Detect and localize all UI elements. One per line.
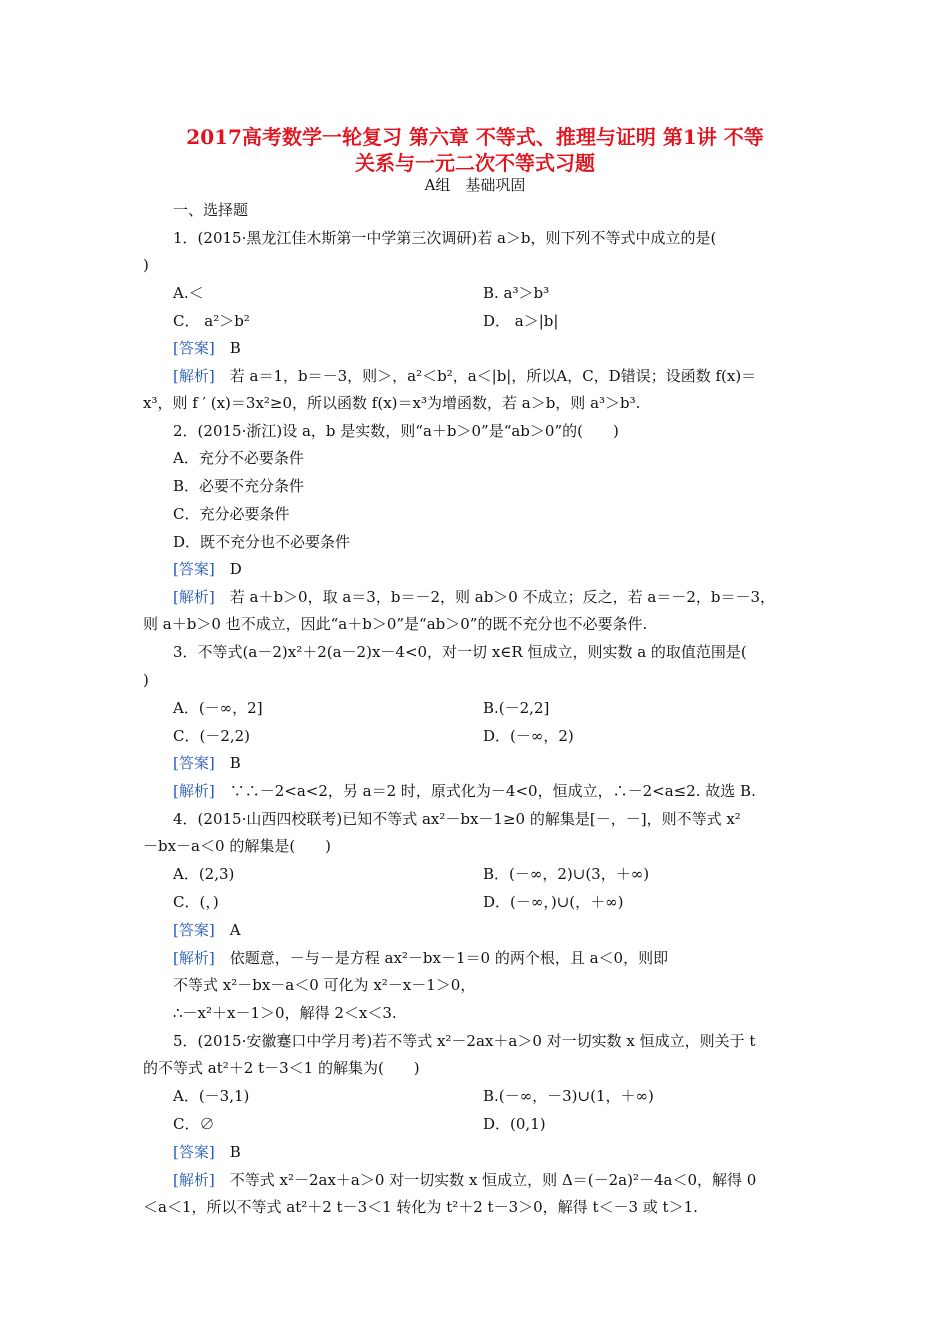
- q1-analysis-line2: x³，则 f ′ (x)＝3x²≥0，所以函数 f(x)＝x³为增函数，若 a＞b，则 a³＞b³.: [143, 394, 641, 412]
- q1-option-c: C． a²＞b²: [173, 312, 250, 330]
- q4-option-b: B．(－∞，2)∪(3，＋∞): [483, 865, 650, 883]
- analysis-tag: [解析]: [173, 782, 215, 800]
- section-label: 一、选择题: [173, 201, 249, 219]
- q4-option-a: A．(2,3): [173, 865, 235, 883]
- q2-analysis-text1: 若 a＋b＞0，取 a＝3，b＝－2，则 ab＞0 不成立；反之，若 a＝－2，b＝－3，: [229, 588, 776, 606]
- q3-option-b: B.(－2,2]: [483, 699, 550, 717]
- q3-analysis-line1: [173, 781, 756, 801]
- q1-option-b: B. a³＞b³: [483, 284, 550, 302]
- q3-answer: [173, 753, 241, 773]
- analysis-tag: [解析]: [173, 1171, 215, 1189]
- answer-tag: [答案]: [173, 339, 215, 357]
- group-label: A组 基础巩固: [424, 176, 526, 194]
- q5-answer: [173, 1142, 241, 1162]
- q2-stem: 2．(2015·浙江)设 a，b 是实数，则“a＋b＞0”是“ab＞0”的( ): [173, 422, 619, 440]
- q1-answer: [173, 338, 241, 358]
- q4-stem-line2: －bx－a＜0 的解集是( ): [143, 837, 332, 855]
- q3-option-c: C．(－2,2): [173, 727, 251, 745]
- q2-answer-value: D: [229, 560, 242, 578]
- q4-stem-line1: 4．(2015·山西四校联考)已知不等式 ax²－bx－1≥0 的解集是[－，－]，则不等式 x²: [173, 810, 741, 828]
- q3-answer-value: B: [229, 754, 241, 772]
- q4-analysis-text1: 依题意，－与－是方程 ax²－bx－1＝0 的两个根，且 a＜0，则即: [229, 949, 669, 967]
- q2-option-c: C．充分必要条件: [173, 505, 290, 523]
- q2-analysis-line2: 则 a＋b＞0 也不成立，因此“a＋b＞0”是“ab＞0”的既不充分也不必要条件.: [143, 615, 648, 633]
- q5-option-c: C．∅: [173, 1115, 215, 1133]
- q4-analysis-line2: 不等式 x²－bx－a＜0 可化为 x²－x－1＞0，: [173, 976, 476, 994]
- q1-analysis-text1: 若 a＝1，b＝－3，则＞，a²＜b²，a＜|b|，所以A，C，D错误；设函数 f(x)＝: [229, 367, 757, 385]
- q2-option-a: A．充分不必要条件: [173, 449, 304, 467]
- q4-option-c: C．(，): [173, 893, 219, 911]
- q1-answer-value: B: [229, 339, 241, 357]
- answer-tag: [答案]: [173, 921, 215, 939]
- answer-tag: [答案]: [173, 560, 215, 578]
- q4-analysis-line3: ∴－x²＋x－1＞0，解得 2＜x＜3.: [173, 1004, 397, 1022]
- q5-stem-line2: 的不等式 at²＋2 t－3＜1 的解集为( ): [143, 1059, 420, 1077]
- q3-stem-line2: ): [143, 671, 149, 689]
- q4-option-d: D．(－∞，)∪(，＋∞): [483, 893, 624, 911]
- q4-answer: [173, 920, 241, 940]
- q5-analysis-line2: ＜a＜1，所以不等式 at²＋2 t－3＜1 转化为 t²＋2 t－3＞0，解得 t＜－3 或 t＞1.: [143, 1198, 698, 1216]
- q4-analysis-line1: [173, 948, 668, 968]
- q5-option-b: B.(－∞，－3)∪(1，＋∞): [483, 1087, 654, 1105]
- answer-tag: [答案]: [173, 754, 215, 772]
- analysis-tag: [解析]: [173, 949, 215, 967]
- q5-stem-line1: 5．(2015·安徽蹇口中学月考)若不等式 x²－2ax＋a＞0 对一切实数 x 恒成立，则关于 t: [173, 1032, 756, 1050]
- q1-stem-line2: ): [143, 256, 149, 274]
- q3-option-d: D．(－∞，2): [483, 727, 574, 745]
- q3-analysis-text1: ∵∴－2<a<2，另 a＝2 时，原式化为－4<0，恒成立，∴－2<a≤2. 故选 B.: [229, 782, 756, 800]
- q1-option-a: A.＜: [173, 284, 204, 302]
- q3-stem-line1: 3．不等式(a－2)x²＋2(a－2)x－4<0，对一切 x∈R 恒成立，则实数 a 的取值范围是(: [173, 643, 747, 661]
- q5-analysis-text1: 不等式 x²－2ax＋a＞0 对一切实数 x 恒成立，则 Δ＝(－2a)²－4a＜0，解得 0: [229, 1171, 757, 1189]
- document-title-line1: 2017高考数学一轮复习 第六章 不等式、推理与证明 第1讲 不等: [186, 125, 764, 149]
- document-title-line2: 关系与一元二次不等式习题: [355, 151, 595, 175]
- q2-option-b: B．必要不充分条件: [173, 477, 305, 495]
- analysis-tag: [解析]: [173, 588, 215, 606]
- q2-option-d: D．既不充分也不必要条件: [173, 533, 351, 551]
- q1-stem-line1: 1．(2015·黑龙江佳木斯第一中学第三次调研)若 a＞b，则下列不等式中成立的是(: [173, 229, 717, 247]
- q3-option-a: A．(－∞，2]: [173, 699, 263, 717]
- q2-answer: [173, 559, 242, 579]
- q4-answer-value: A: [229, 921, 241, 939]
- answer-tag: [答案]: [173, 1143, 215, 1161]
- q5-answer-value: B: [229, 1143, 241, 1161]
- q1-option-d: D． a＞|b|: [483, 312, 559, 330]
- q5-option-d: D．(0,1): [483, 1115, 546, 1133]
- q2-analysis-line1: [173, 587, 775, 607]
- q5-option-a: A．(－3,1): [173, 1087, 250, 1105]
- q1-analysis-line1: [173, 366, 756, 386]
- analysis-tag: [解析]: [173, 367, 215, 385]
- q5-analysis-line1: [173, 1170, 756, 1190]
